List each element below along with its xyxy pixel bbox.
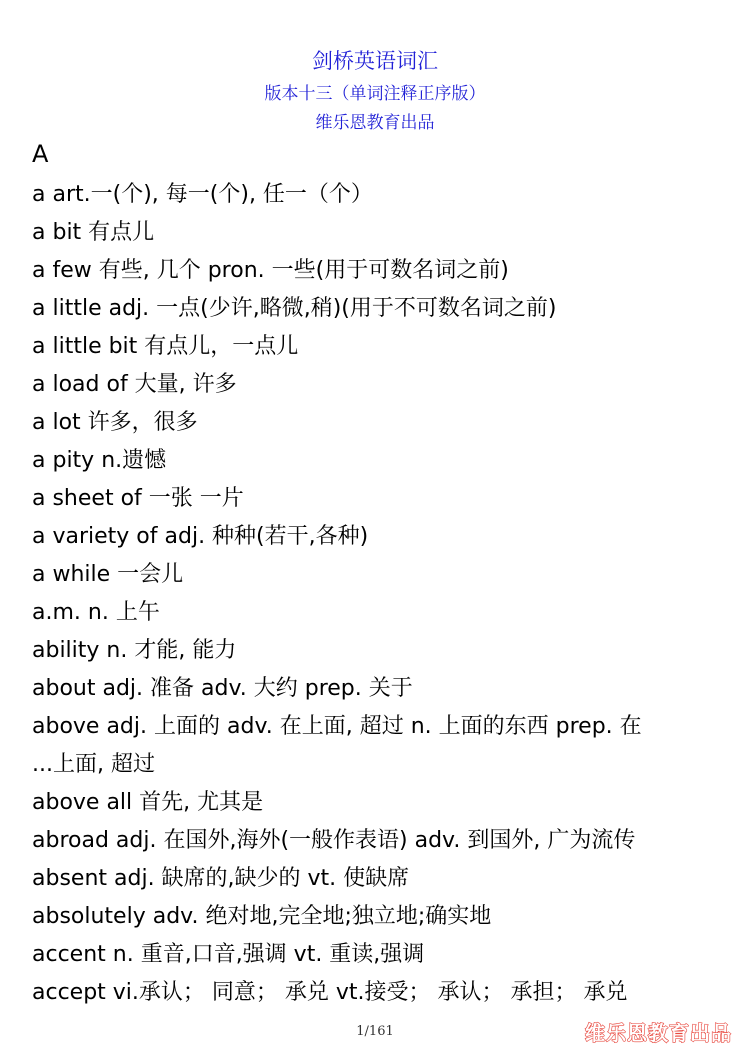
list-item: a pity n.遗憾	[32, 448, 167, 473]
document-subtitle: 版本十三（单词注释正序版）	[264, 84, 486, 104]
list-item: abroad adj. 在国外,海外(一般作表语) adv. 到国外, 广为流传	[32, 828, 636, 853]
list-item: ability n. 才能, 能力	[32, 638, 237, 663]
document-title: 剑桥英语词汇	[312, 49, 438, 73]
list-item: a load of 大量, 许多	[32, 372, 237, 397]
list-item: a.m. n. 上午	[32, 600, 160, 625]
list-item: about adj. 准备 adv. 大约 prep. 关于	[32, 676, 413, 701]
watermark-logo: 维乐恩教育出品	[585, 1021, 732, 1045]
list-item: a sheet of 一张 一片	[32, 486, 244, 511]
list-item: a bit 有点儿	[32, 220, 155, 245]
list-item: a variety of adj. 种种(若干,各种)	[32, 524, 369, 549]
list-item-continuation: ...上面, 超过	[32, 752, 155, 777]
list-item: a while 一会儿	[32, 562, 184, 587]
document-publisher: 维乐恩教育出品	[315, 113, 435, 133]
section-letter: A	[32, 140, 49, 168]
list-item: a little bit 有点儿，一点儿	[32, 334, 299, 359]
list-item: accent n. 重音,口音,强调 vt. 重读,强调	[32, 942, 425, 967]
list-item: a art.一(个), 每一(个), 任一（个）	[32, 182, 373, 207]
list-item: a little adj. 一点(少许,略微,稍)(用于不可数名词之前)	[32, 296, 557, 321]
vocabulary-list	[32, 176, 722, 1012]
list-item: accept vi.承认； 同意； 承兑 vt.接受； 承认； 承担； 承兑	[32, 980, 628, 1005]
list-item: absolutely adv. 绝对地,完全地;独立地;确实地	[32, 904, 492, 929]
list-item: above adj. 上面的 adv. 在上面, 超过 n. 上面的东西 prep. 在	[32, 714, 642, 739]
list-item: absent adj. 缺席的,缺少的 vt. 使缺席	[32, 866, 410, 891]
list-item: above all 首先, 尤其是	[32, 790, 264, 815]
list-item: a few 有些, 几个 pron. 一些(用于可数名词之前)	[32, 258, 509, 283]
list-item: a lot 许多，很多	[32, 410, 198, 435]
page-number: 1/161	[356, 1024, 394, 1039]
